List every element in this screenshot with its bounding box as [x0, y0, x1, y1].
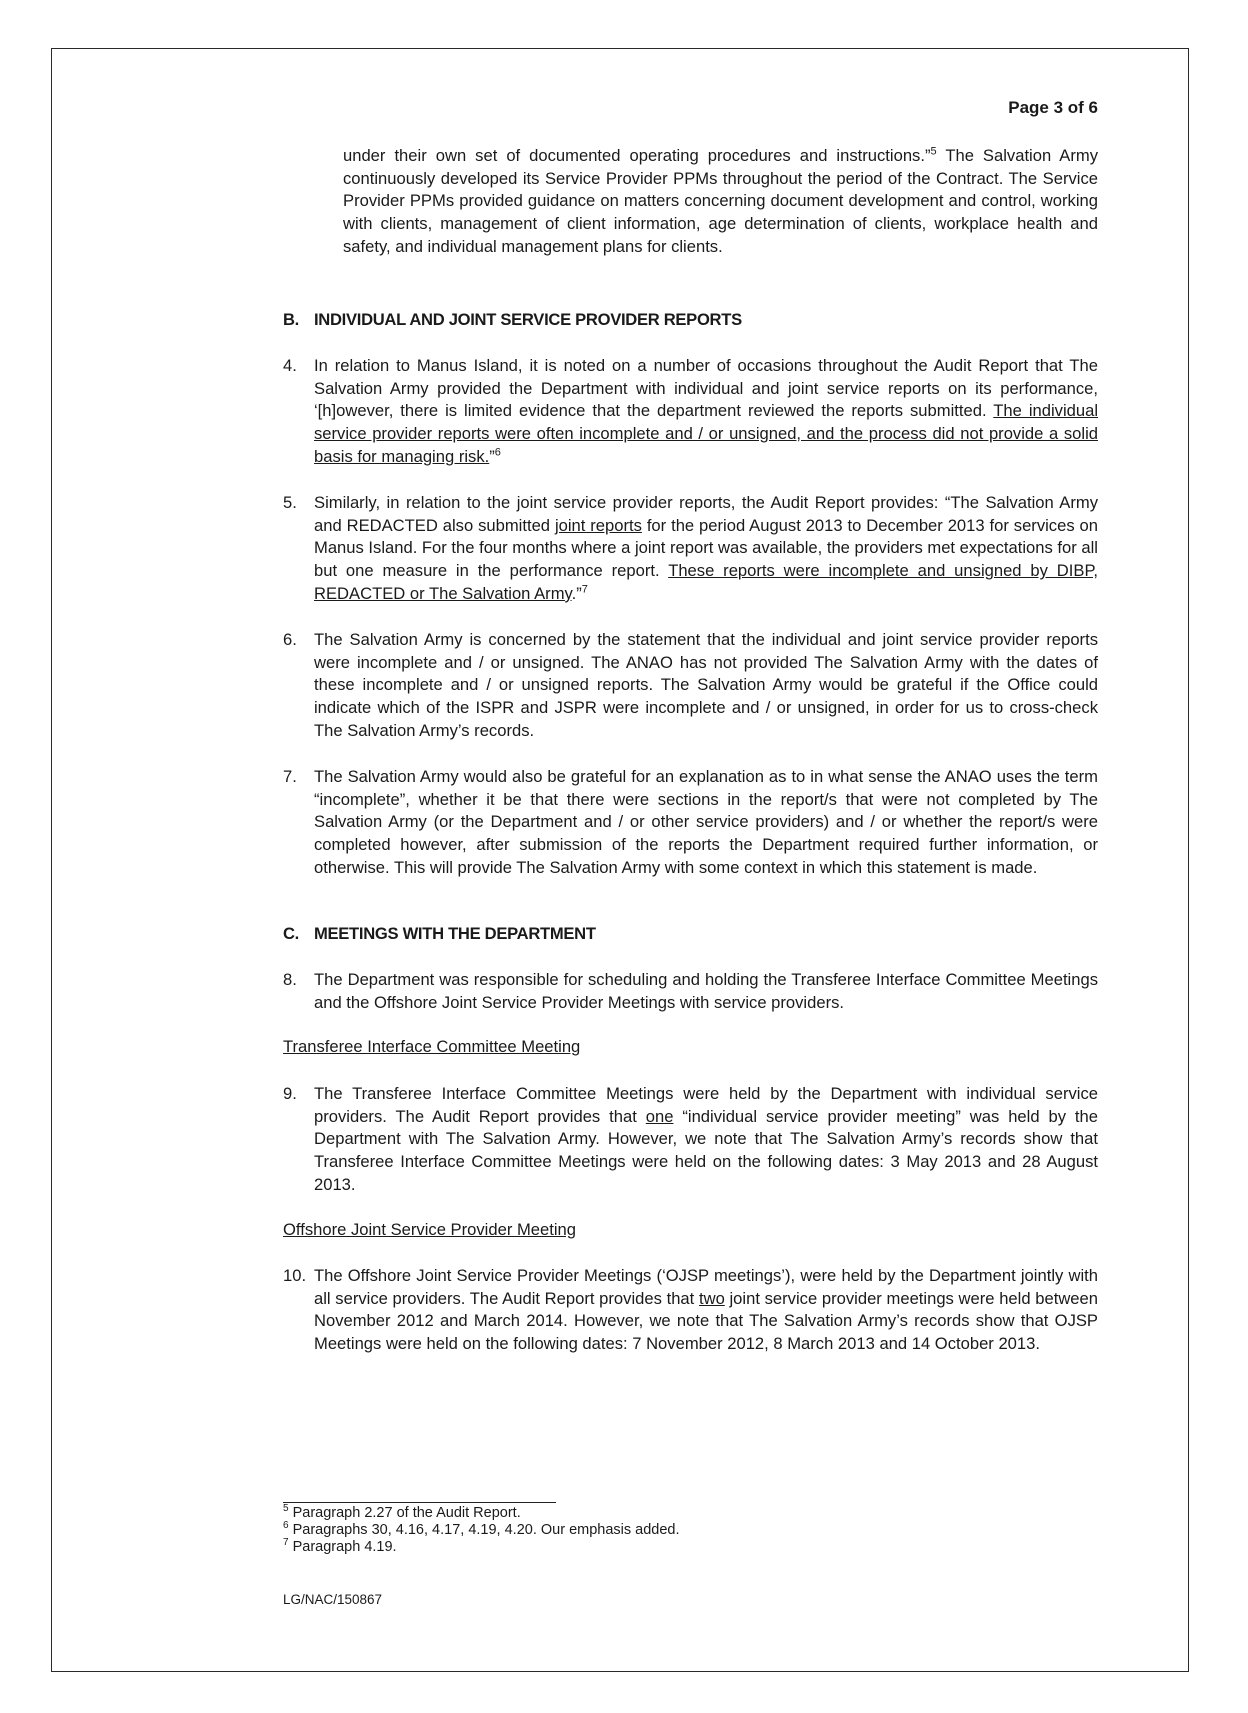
paragraph-9: 9. The Transferee Interface Committee Meetings were held by the Department with individual service providers. The Audit Report provides that one “individual service provider meeting” was held by the Department with The Salvation Army. However, we note that The Salvation Army’s records show that Transferee Interface Committee Meetings were held on the following dates: 3 May 2013 and 28 August 2013.	[283, 1084, 1098, 1194]
paragraph-10: 10. The Offshore Joint Service Provider Meetings (‘OJSP meetings’), were held by the Department jointly with all service providers. The Audit Report provides that two joint service provider meetings were held between November 2012 and March 2014. However, we note that The Salvation Army’s records show that OJSP Meetings were held on the following dates: 7 November 2012, 8 March 2013 and 14 October 2013.	[283, 1266, 1098, 1354]
footnote-ref: 7	[581, 583, 588, 596]
page-number: Page 3 of 6	[1008, 98, 1098, 117]
paragraph-8: 8. The Department was responsible for scheduling and holding the Transferee Interface Committee Meetings and the Offshore Joint Service Provider Meetings with service providers.	[283, 970, 1098, 1012]
paragraph-number: 6.	[283, 630, 297, 649]
paragraph-number: 7.	[283, 767, 297, 786]
subheading-transferee-meeting: Transferee Interface Committee Meeting	[283, 1037, 581, 1056]
intro-paragraph: under their own set of documented operating procedures and instructions.”$^5$ The Salvation Army continuously developed its Service Provider PPMs throughout the period of the Contract. The Service Provider PPMs provided guidance on matters concerning document development and control, working with clients, management of client information, age determination of clients, workplace health and safety, and individual management plans for clients.	[343, 145, 1099, 256]
paragraph-number: 8.	[283, 970, 297, 989]
paragraph-number: 9.	[283, 1084, 297, 1103]
paragraph-5: 5. Similarly, in relation to the joint service provider reports, the Audit Report provides: “The Salvation Army and REDACTED also submitted joint reports for the period August 2013 to December 2013 for services on Manus Island. For the four months where a joint report was available, the providers met expectations for all but one measure in the performance report. These reports were incomplete and unsigned by DIBP, REDACTED or The Salvation Army.”$^7$	[283, 493, 1098, 603]
document-reference: LG/NAC/150867	[283, 1592, 383, 1607]
paragraph-6: 6. The Salvation Army is concerned by the statement that the individual and joint service provider reports were incomplete and / or unsigned. The ANAO has not provided The Salvation Army with the dates of these incomplete and / or unsigned reports. The Salvation Army would be grateful if the Office could indicate which of the ISPR and JSPR were incomplete and / or unsigned, in order for us to cross-check The Salvation Army’s records.	[283, 630, 1098, 740]
footnote-5: $^5$ Paragraph 2.27 of the Audit Report.	[283, 1503, 521, 1521]
paragraph-4: 4. In relation to Manus Island, it is noted on a number of occasions throughout the Audit Report that The Salvation Army provided the Department with individual and joint service reports on its performance, ‘[h]owever, there is limited evidence that the department reviewed the reports submitted. The individual service provider reports were often incomplete and / or unsigned, and the process did not provide a solid basis for managing risk.”$^6$	[283, 356, 1099, 466]
section-heading-c: C. MEETINGS WITH THE DEPARTMENT	[283, 924, 596, 943]
paragraph-7: 7. The Salvation Army would also be grateful for an explanation as to in what sense the ANAO uses the term “incomplete”, whether it be that there were sections in the report/s that were not completed by The Salvation Army (or the Department and / or other service providers) and / or whether the report/s were completed however, after submission of the reports the Department required further information, or otherwise. This will provide The Salvation Army with some context in which this statement is made.	[283, 767, 1098, 877]
footnote-ref: 6	[494, 446, 501, 459]
subheading-ojsp-meeting: Offshore Joint Service Provider Meeting	[283, 1220, 576, 1239]
footnote-6: $^6$ Paragraphs 30, 4.16, 4.17, 4.19, 4.20. Our emphasis added.	[283, 1520, 680, 1538]
paragraph-number: 5.	[283, 493, 297, 512]
paragraph-number: 4.	[283, 356, 297, 375]
footnote-ref: 5	[930, 145, 937, 158]
footnote-7: $^7$ Paragraph 4.19.	[283, 1537, 397, 1555]
footnote-separator	[283, 1502, 556, 1503]
footnotes	[283, 1505, 680, 1556]
paragraph-number: 10.	[283, 1266, 307, 1285]
section-heading-b: B. INDIVIDUAL AND JOINT SERVICE PROVIDER REPORTS	[283, 310, 742, 329]
